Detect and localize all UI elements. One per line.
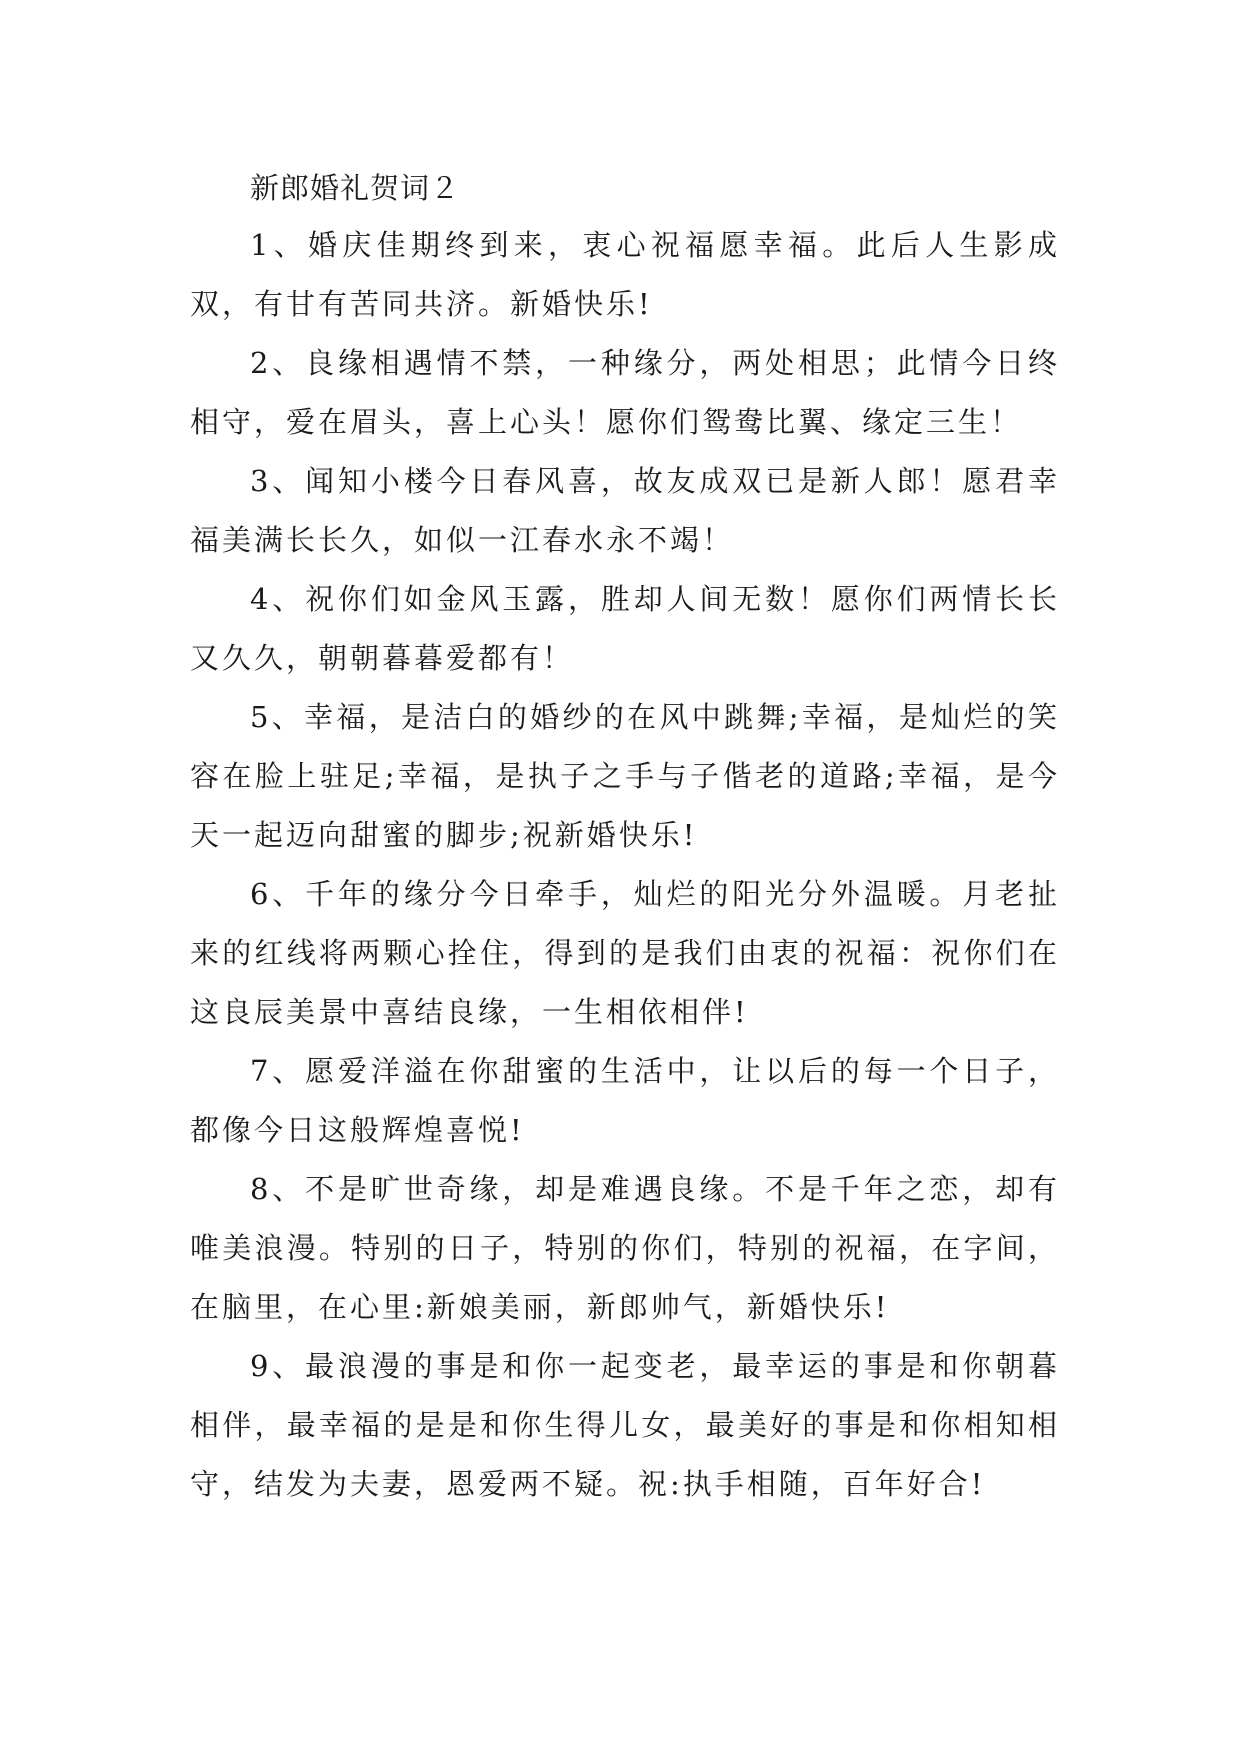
paragraph-1: 1、婚庆佳期终到来，衷心祝福愿幸福。此后人生影成双，有甘有苦同共济。新婚快乐! xyxy=(190,228,1060,321)
paragraph-6: 6、千年的缘分今日牵手，灿烂的阳光分外温暖。月老扯来的红线将两颗心拴住，得到的是我们由衷的祝福：祝你们在这良辰美景中喜结良缘，一生相依相伴! xyxy=(190,877,1060,1029)
document-body xyxy=(190,160,1060,1514)
paragraph-9: 9、最浪漫的事是和你一起变老，最幸运的事是和你朝暮相伴，最幸福的是是和你生得儿女，最美好的事是和你相知相守，结发为夫妻，恩爱两不疑。祝:执手相随，百年好合! xyxy=(190,1349,1060,1501)
paragraph-2: 2、良缘相遇情不禁，一种缘分，两处相思；此情今日终相守，爱在眉头，喜上心头！愿你们鸳鸯比翼、缘定三生！ xyxy=(190,346,1060,439)
paragraph-3: 3、闻知小楼今日春风喜，故友成双已是新人郎！愿君幸福美满长长久，如似一江春水永不竭！ xyxy=(190,464,1060,557)
document-title: 新郎婚礼贺词２ xyxy=(250,171,461,205)
paragraph-5: 5、幸福，是洁白的婚纱的在风中跳舞;幸福，是灿烂的笑容在脸上驻足;幸福，是执子之手与子偕老的道路;幸福，是今天一起迈向甜蜜的脚步;祝新婚快乐! xyxy=(190,700,1060,852)
paragraph-7: 7、愿爱洋溢在你甜蜜的生活中，让以后的每一个日子，都像今日这般辉煌喜悦! xyxy=(190,1054,1060,1147)
paragraph-8: 8、不是旷世奇缘，却是难遇良缘。不是千年之恋，却有唯美浪漫。特别的日子，特别的你们，特别的祝福，在字间，在脑里，在心里:新娘美丽，新郎帅气，新婚快乐! xyxy=(190,1172,1060,1324)
paragraph-4: 4、祝你们如金风玉露，胜却人间无数！愿你们两情长长又久久，朝朝暮暮爱都有！ xyxy=(190,582,1060,675)
